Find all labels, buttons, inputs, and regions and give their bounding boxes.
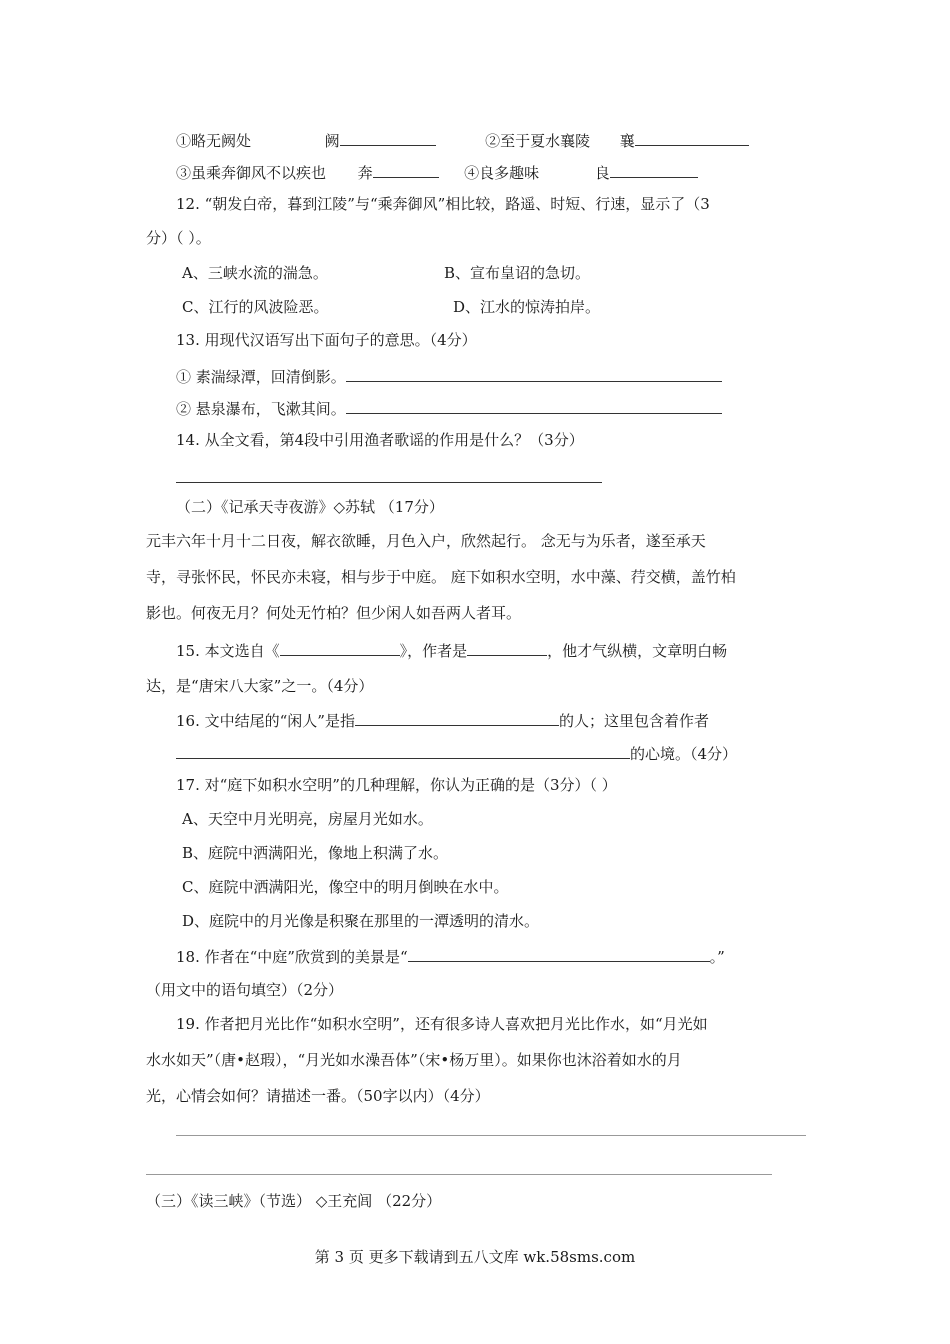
q12-option-d: D、江水的惊涛拍岸。	[453, 298, 601, 316]
passage-line-2: 寺，寻张怀民，怀民亦未寝，相与步于中庭。 庭下如积水空明，水中藻、荇交横，盖竹柏	[146, 568, 736, 586]
q19-stem-line1: 19. 作者把月光比作“如积水空明”，还有很多诗人喜欢把月光比作水，如“月光如	[176, 1015, 708, 1033]
answer-line-q19-2[interactable]	[146, 1174, 772, 1175]
answer-line-q14[interactable]	[176, 482, 602, 483]
q19-stem-line3: 光，心情会如何？请描述一番。（50字以内）（4分）	[146, 1087, 490, 1105]
q15-part-3: ，他才气纵横，文章明白畅	[547, 642, 728, 660]
q13-item-1-text: ① 素湍绿潭，回清倒影。	[176, 368, 346, 386]
q16-part-2: 的人；这里包含着作者	[558, 712, 709, 730]
q17-option-a: A、天空中月光明亮，房屋月光如水。	[182, 810, 433, 828]
passage-line-3: 影也。何夜无月？何处无竹柏？但少闲人如吾两人者耳。	[146, 604, 522, 622]
q12-option-b: B、宣布皇诏的急切。	[444, 264, 591, 282]
q12-option-a: A、三峡水流的湍急。	[182, 264, 328, 282]
q17-stem: 17. 对“庭下如积水空明”的几种理解，你认为正确的是（3分）（ ）	[176, 776, 617, 794]
vocab-item-1: ①略无阙处	[176, 132, 252, 150]
passage-line-1: 元丰六年十月十二日夜，解衣欲睡，月色入户，欣然起行。 念无与为乐者，遂至承天	[146, 532, 706, 550]
answer-blank-4[interactable]	[610, 161, 698, 178]
q16-line2-end: 的心境。（4分）	[630, 745, 738, 763]
q14-stem: 14. 从全文看，第4段中引用渔者歌谣的作用是什么？（3分）	[176, 431, 584, 449]
page-footer: 第 3 页 更多下载请到五八文库 wk.58sms.com	[314, 1248, 636, 1266]
vocab-char-3: 奔	[357, 164, 373, 182]
answer-blank-q15-book[interactable]	[280, 639, 400, 656]
q18-stem-line1	[176, 945, 725, 967]
q15-part-2: 》，作者是	[399, 642, 468, 660]
vocab-char-2: 襄	[619, 132, 635, 150]
q13-item-1	[176, 365, 722, 387]
answer-blank-3[interactable]	[373, 161, 439, 178]
q17-option-b: B、庭院中洒满阳光，像地上积满了水。	[182, 844, 449, 862]
q16-stem-line2	[176, 742, 737, 764]
q18-stem-line2: （用文中的语句填空）（2分）	[146, 981, 344, 999]
vocab-item-3: ③虽乘奔御风不以疾也	[176, 164, 327, 182]
q13-stem: 13. 用现代汉语写出下面句子的意思。（4分）	[176, 331, 477, 349]
q15-part-1: 15. 本文选自《	[176, 642, 280, 660]
vocab-char-4: 良	[594, 164, 610, 182]
answer-blank-q13-2[interactable]	[346, 397, 722, 414]
q18-part-1: 18. 作者在“中庭”欣赏到的美景是“	[176, 948, 408, 966]
q16-stem-line1	[176, 709, 709, 731]
vocab-row-1	[176, 129, 749, 151]
q18-part-2: 。”	[709, 948, 725, 966]
q13-item-2	[176, 397, 722, 419]
answer-line-q19-1[interactable]	[176, 1135, 806, 1136]
vocab-row-2	[176, 161, 698, 183]
q16-part-1: 16. 文中结尾的“闲人”是指	[176, 712, 355, 730]
vocab-item-2: ②至于夏水襄陵	[485, 132, 591, 150]
q12-option-c: C、江行的风波险恶。	[182, 298, 329, 316]
q17-option-d: D、庭院中的月光像是积聚在那里的一潭透明的清水。	[182, 912, 540, 930]
q13-item-2-text: ② 悬泉瀑布，飞漱其间。	[176, 400, 346, 418]
section-3-heading: （三）《读三峡》（节选） ◇王充闾 （22分）	[146, 1192, 442, 1210]
section-2-heading: （二）《记承天寺夜游》◇苏轼 （17分）	[176, 498, 444, 516]
answer-blank-q15-author[interactable]	[467, 639, 547, 656]
q12-stem-line2: 分）（ ）。	[146, 229, 211, 247]
vocab-char-1: 阙	[324, 132, 340, 150]
q17-option-c: C、庭院中洒满阳光，像空中的明月倒映在水中。	[182, 878, 509, 896]
answer-blank-q16-2[interactable]	[176, 742, 630, 759]
answer-blank-q16-1[interactable]	[355, 709, 559, 726]
answer-blank-q13-1[interactable]	[346, 365, 722, 382]
q19-stem-line2: 水水如天”（唐•赵瑕），“月光如水澡吾体”（宋•杨万里）。如果你也沐浴着如水的月	[146, 1051, 682, 1069]
q12-stem-line1: 12. “朝发白帝，暮到江陵”与“乘奔御风”相比较，路遥、时短、行速，显示了（3	[176, 195, 710, 213]
answer-blank-2[interactable]	[635, 129, 749, 146]
answer-blank-q18[interactable]	[408, 945, 710, 962]
answer-blank-1[interactable]	[340, 129, 436, 146]
vocab-item-4: ④良多趣味	[464, 164, 540, 182]
q15-stem-line2: 达，是“唐宋八大家”之一。（4分）	[146, 677, 374, 695]
q15-stem-line1	[176, 639, 727, 661]
